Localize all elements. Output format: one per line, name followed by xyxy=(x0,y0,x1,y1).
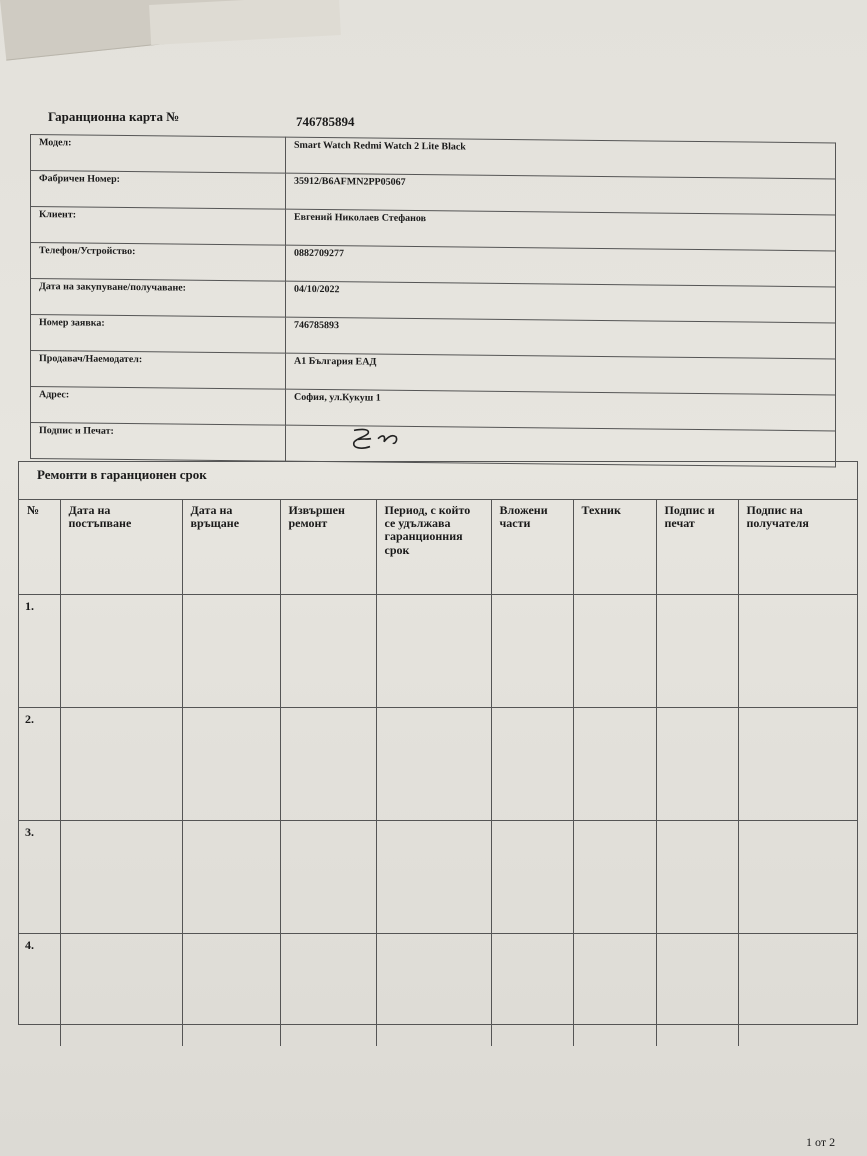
repairs-column-header: Дата на постъпване xyxy=(60,500,182,595)
repairs-cell xyxy=(573,821,656,934)
repairs-cell xyxy=(573,595,656,708)
repairs-cell xyxy=(182,708,280,821)
repairs-cell xyxy=(182,934,280,1047)
repairs-cell xyxy=(656,595,738,708)
repairs-cell xyxy=(573,708,656,821)
repairs-table xyxy=(19,500,857,1046)
repairs-cell xyxy=(280,708,376,821)
repairs-cell xyxy=(182,595,280,708)
info-value: 04/10/2022 xyxy=(286,281,836,323)
repairs-cell xyxy=(182,821,280,934)
page-number: 1 от 2 xyxy=(806,1135,836,1149)
repairs-cell xyxy=(656,821,738,934)
info-label: Фабричен Номер: xyxy=(31,171,286,210)
repairs-cell xyxy=(573,934,656,1047)
repairs-cell xyxy=(376,708,491,821)
info-value: 0882709277 xyxy=(286,245,836,287)
repairs-title: Ремонти в гаранционен срок xyxy=(19,462,857,500)
repairs-cell xyxy=(738,821,857,934)
info-label: Номер заявка: xyxy=(31,315,286,354)
card-number: 746785894 xyxy=(296,114,355,129)
info-value: А1 България ЕАД xyxy=(286,353,836,395)
repairs-cell xyxy=(280,595,376,708)
repairs-column-header: № xyxy=(19,500,60,595)
repairs-cell xyxy=(280,934,376,1047)
info-label: Адрес: xyxy=(31,387,286,426)
device-info-table xyxy=(30,134,836,467)
info-label: Продавач/Наемодател: xyxy=(31,351,286,390)
repairs-cell xyxy=(738,708,857,821)
repairs-column-header: Вложени части xyxy=(491,500,573,595)
repairs-column-header: Дата на връщане xyxy=(182,500,280,595)
repairs-cell xyxy=(376,821,491,934)
info-value: Smart Watch Redmi Watch 2 Lite Black xyxy=(286,137,836,179)
handwritten-signature xyxy=(344,424,424,455)
repairs-cell xyxy=(60,934,182,1047)
paper-scrap xyxy=(149,0,341,45)
row-number: 1. xyxy=(19,595,60,708)
info-label: Модел: xyxy=(31,135,286,174)
info-label: Дата на закупуване/получаване: xyxy=(31,279,286,318)
info-label: Телефон/Устройство: xyxy=(31,243,286,282)
repairs-cell xyxy=(376,934,491,1047)
repairs-row xyxy=(19,934,857,1047)
info-value: 35912/B6AFMN2PP05067 xyxy=(286,173,836,215)
repairs-cell xyxy=(280,821,376,934)
repairs-cell xyxy=(491,934,573,1047)
title-label: Гаранционна карта № xyxy=(48,109,180,124)
info-value: Евгений Николаев Стефанов xyxy=(286,209,836,251)
repairs-row xyxy=(19,821,857,934)
repairs-column-header: Период, с който се удължава гаранционния срок xyxy=(376,500,491,595)
row-number: 2. xyxy=(19,708,60,821)
repairs-cell xyxy=(491,595,573,708)
warranty-repairs-section xyxy=(18,461,858,1025)
repairs-cell xyxy=(656,708,738,821)
row-number: 4. xyxy=(19,934,60,1047)
repairs-column-header: Подпис и печат xyxy=(656,500,738,595)
repairs-column-header: Подпис на получателя xyxy=(738,500,857,595)
repairs-row xyxy=(19,595,857,708)
repairs-cell xyxy=(60,821,182,934)
repairs-cell xyxy=(656,934,738,1047)
warranty-card-title xyxy=(48,109,355,129)
info-value: 746785893 xyxy=(286,317,836,359)
repairs-cell xyxy=(491,708,573,821)
info-value: София, ул.Кукуш 1 xyxy=(286,389,836,431)
repairs-cell xyxy=(376,595,491,708)
info-label: Подпис и Печат: xyxy=(31,423,286,462)
repairs-cell xyxy=(60,595,182,708)
repairs-cell xyxy=(60,708,182,821)
info-label: Клиент: xyxy=(31,207,286,246)
repairs-cell xyxy=(738,595,857,708)
repairs-column-header: Техник xyxy=(573,500,656,595)
repairs-cell xyxy=(738,934,857,1047)
repairs-row xyxy=(19,708,857,821)
repairs-cell xyxy=(491,821,573,934)
row-number: 3. xyxy=(19,821,60,934)
repairs-column-header: Извършен ремонт xyxy=(280,500,376,595)
